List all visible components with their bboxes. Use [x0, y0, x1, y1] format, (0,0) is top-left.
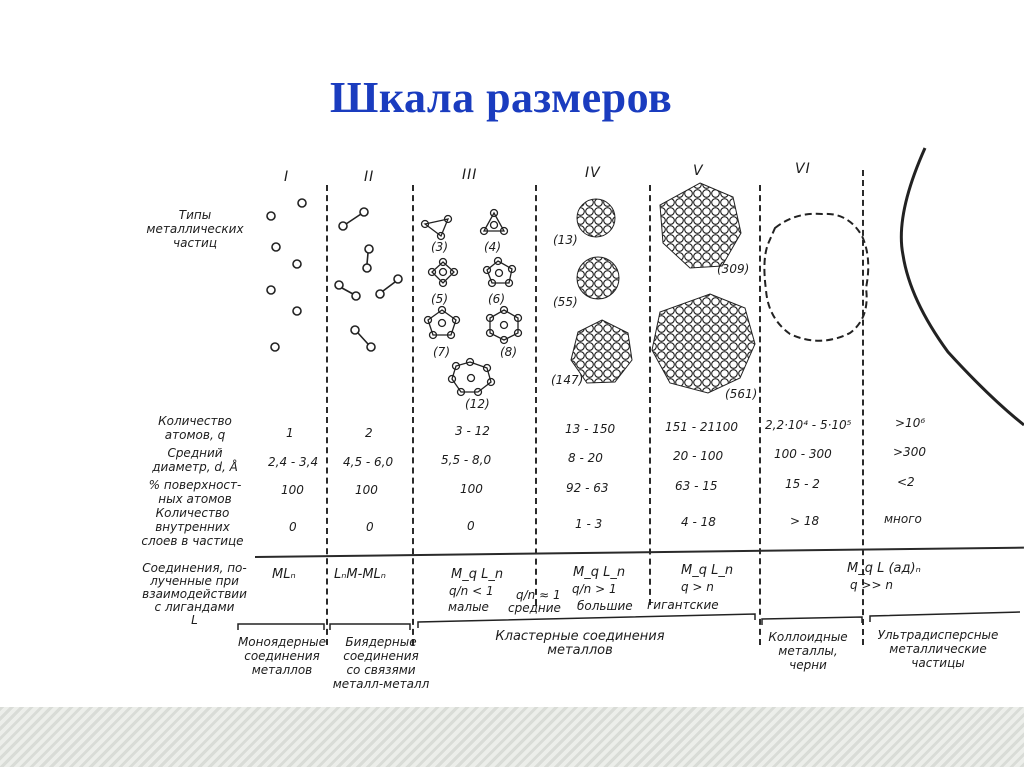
- column-header-I: I: [284, 169, 290, 185]
- column-header-III: III: [462, 167, 478, 183]
- layers-cell: 1 - 3: [575, 517, 603, 531]
- compound-ratio: q > n: [681, 580, 714, 594]
- column-header-II: II: [364, 169, 375, 185]
- compound-ratio: q/n > 1: [572, 582, 617, 596]
- surface-cell: 100: [355, 483, 378, 497]
- cluster-label: (12): [465, 397, 490, 411]
- colloid-particle-outline: [764, 214, 868, 341]
- compound-ratio: q/n ≈ 1: [516, 588, 561, 602]
- column-header-V: V: [693, 163, 704, 179]
- atoms-cell: 3 - 12: [455, 424, 490, 438]
- ultradisperse-particle-arc: [901, 148, 1024, 425]
- layers-cell: > 18: [790, 514, 820, 528]
- atoms-cell: 13 - 150: [565, 422, 616, 436]
- surface-cell: 92 - 63: [566, 481, 609, 495]
- atoms-cell: 2: [365, 426, 373, 440]
- cluster-label: (7): [433, 345, 450, 359]
- layers-cell: много: [884, 512, 922, 526]
- compound-formula: M_q L (ад)ₙ: [847, 561, 921, 576]
- compound-ratio: q/n < 1: [449, 584, 494, 598]
- category-cluster-compounds: Кластерные соединения металлов: [495, 629, 665, 658]
- category-ultradisperse: Ультрадисперсные металлические частицы: [877, 628, 999, 670]
- single-atom-icons: [267, 199, 306, 351]
- surface-cell: 100: [460, 482, 483, 496]
- row-label-surface: % поверхност- ных атомов: [148, 478, 242, 506]
- diameter-cell: 100 - 300: [774, 447, 832, 461]
- size-word: большие: [577, 599, 633, 613]
- row-label-types: Типы металлических частиц: [146, 208, 244, 250]
- large-cluster-icons: [652, 183, 755, 393]
- compound-formula: M_q L_n: [573, 565, 626, 580]
- cluster-label: (4): [484, 240, 501, 254]
- diameter-cell: 2,4 - 3,4: [268, 455, 319, 469]
- atoms-cell: >10⁶: [895, 416, 926, 430]
- cluster-label: (5): [431, 292, 448, 306]
- atoms-cell: 2,2·10⁴ - 5·10⁵: [765, 418, 852, 432]
- cluster-label: (13): [553, 233, 578, 247]
- compound-formula: LₙM-MLₙ: [334, 567, 386, 582]
- layers-cell: 0: [289, 520, 297, 534]
- surface-cell: 100: [281, 483, 304, 497]
- surface-cell: <2: [897, 475, 915, 489]
- surface-cell: 63 - 15: [675, 479, 718, 493]
- compound-formula: M_q L_n: [681, 563, 734, 578]
- layers-cell: 0: [366, 520, 374, 534]
- cluster-label: (55): [553, 295, 578, 309]
- size-word: гигантские: [647, 598, 719, 612]
- diameter-cell: 5,5 - 8,0: [441, 453, 492, 467]
- diameter-cell: 4,5 - 6,0: [343, 455, 394, 469]
- atoms-cell: 1: [286, 426, 294, 440]
- slide-title: Шкала размеров: [330, 73, 673, 122]
- layers-cell: 0: [467, 519, 475, 533]
- atoms-cell: 151 - 21100: [665, 420, 739, 434]
- layers-cell: 4 - 18: [681, 515, 716, 529]
- row-label-compounds: Соединения, по- лученные при взаимодействии с лигандами L: [142, 561, 247, 627]
- cluster-label: (8): [500, 345, 517, 359]
- size-word: малые: [448, 600, 489, 614]
- dimer-icons: [335, 208, 402, 351]
- compound-ratio: q >> n: [850, 578, 893, 592]
- category-binuclear: Биядерные соединения со связями металл-металл: [332, 635, 430, 691]
- diameter-cell: 8 - 20: [568, 451, 603, 465]
- cluster-label: (3): [431, 240, 448, 254]
- cluster-label: (309): [717, 262, 750, 276]
- row-label-atoms: Количество атомов, q: [158, 414, 232, 442]
- category-colloid-metals: Коллоидные металлы, черни: [768, 630, 848, 672]
- cluster-label: (6): [488, 292, 505, 306]
- cluster-label: (561): [725, 387, 758, 401]
- diameter-cell: >300: [893, 445, 926, 459]
- cluster-label: (147): [551, 373, 584, 387]
- row-label-diameter: Средний диаметр, d, Å: [152, 446, 238, 474]
- compound-formula: M_q L_n: [451, 567, 504, 582]
- category-mononuclear: Моноядерные соединения металлов: [237, 635, 327, 677]
- column-header-VI: VI: [795, 161, 811, 177]
- medium-cluster-icons: [571, 199, 632, 383]
- size-word: средние: [508, 601, 561, 615]
- column-header-IV: IV: [585, 165, 601, 181]
- row-label-layers: Количество внутренних слоев в частице: [141, 506, 244, 548]
- surface-cell: 15 - 2: [785, 477, 820, 491]
- compound-formula: MLₙ: [272, 567, 296, 582]
- diameter-cell: 20 - 100: [673, 449, 724, 463]
